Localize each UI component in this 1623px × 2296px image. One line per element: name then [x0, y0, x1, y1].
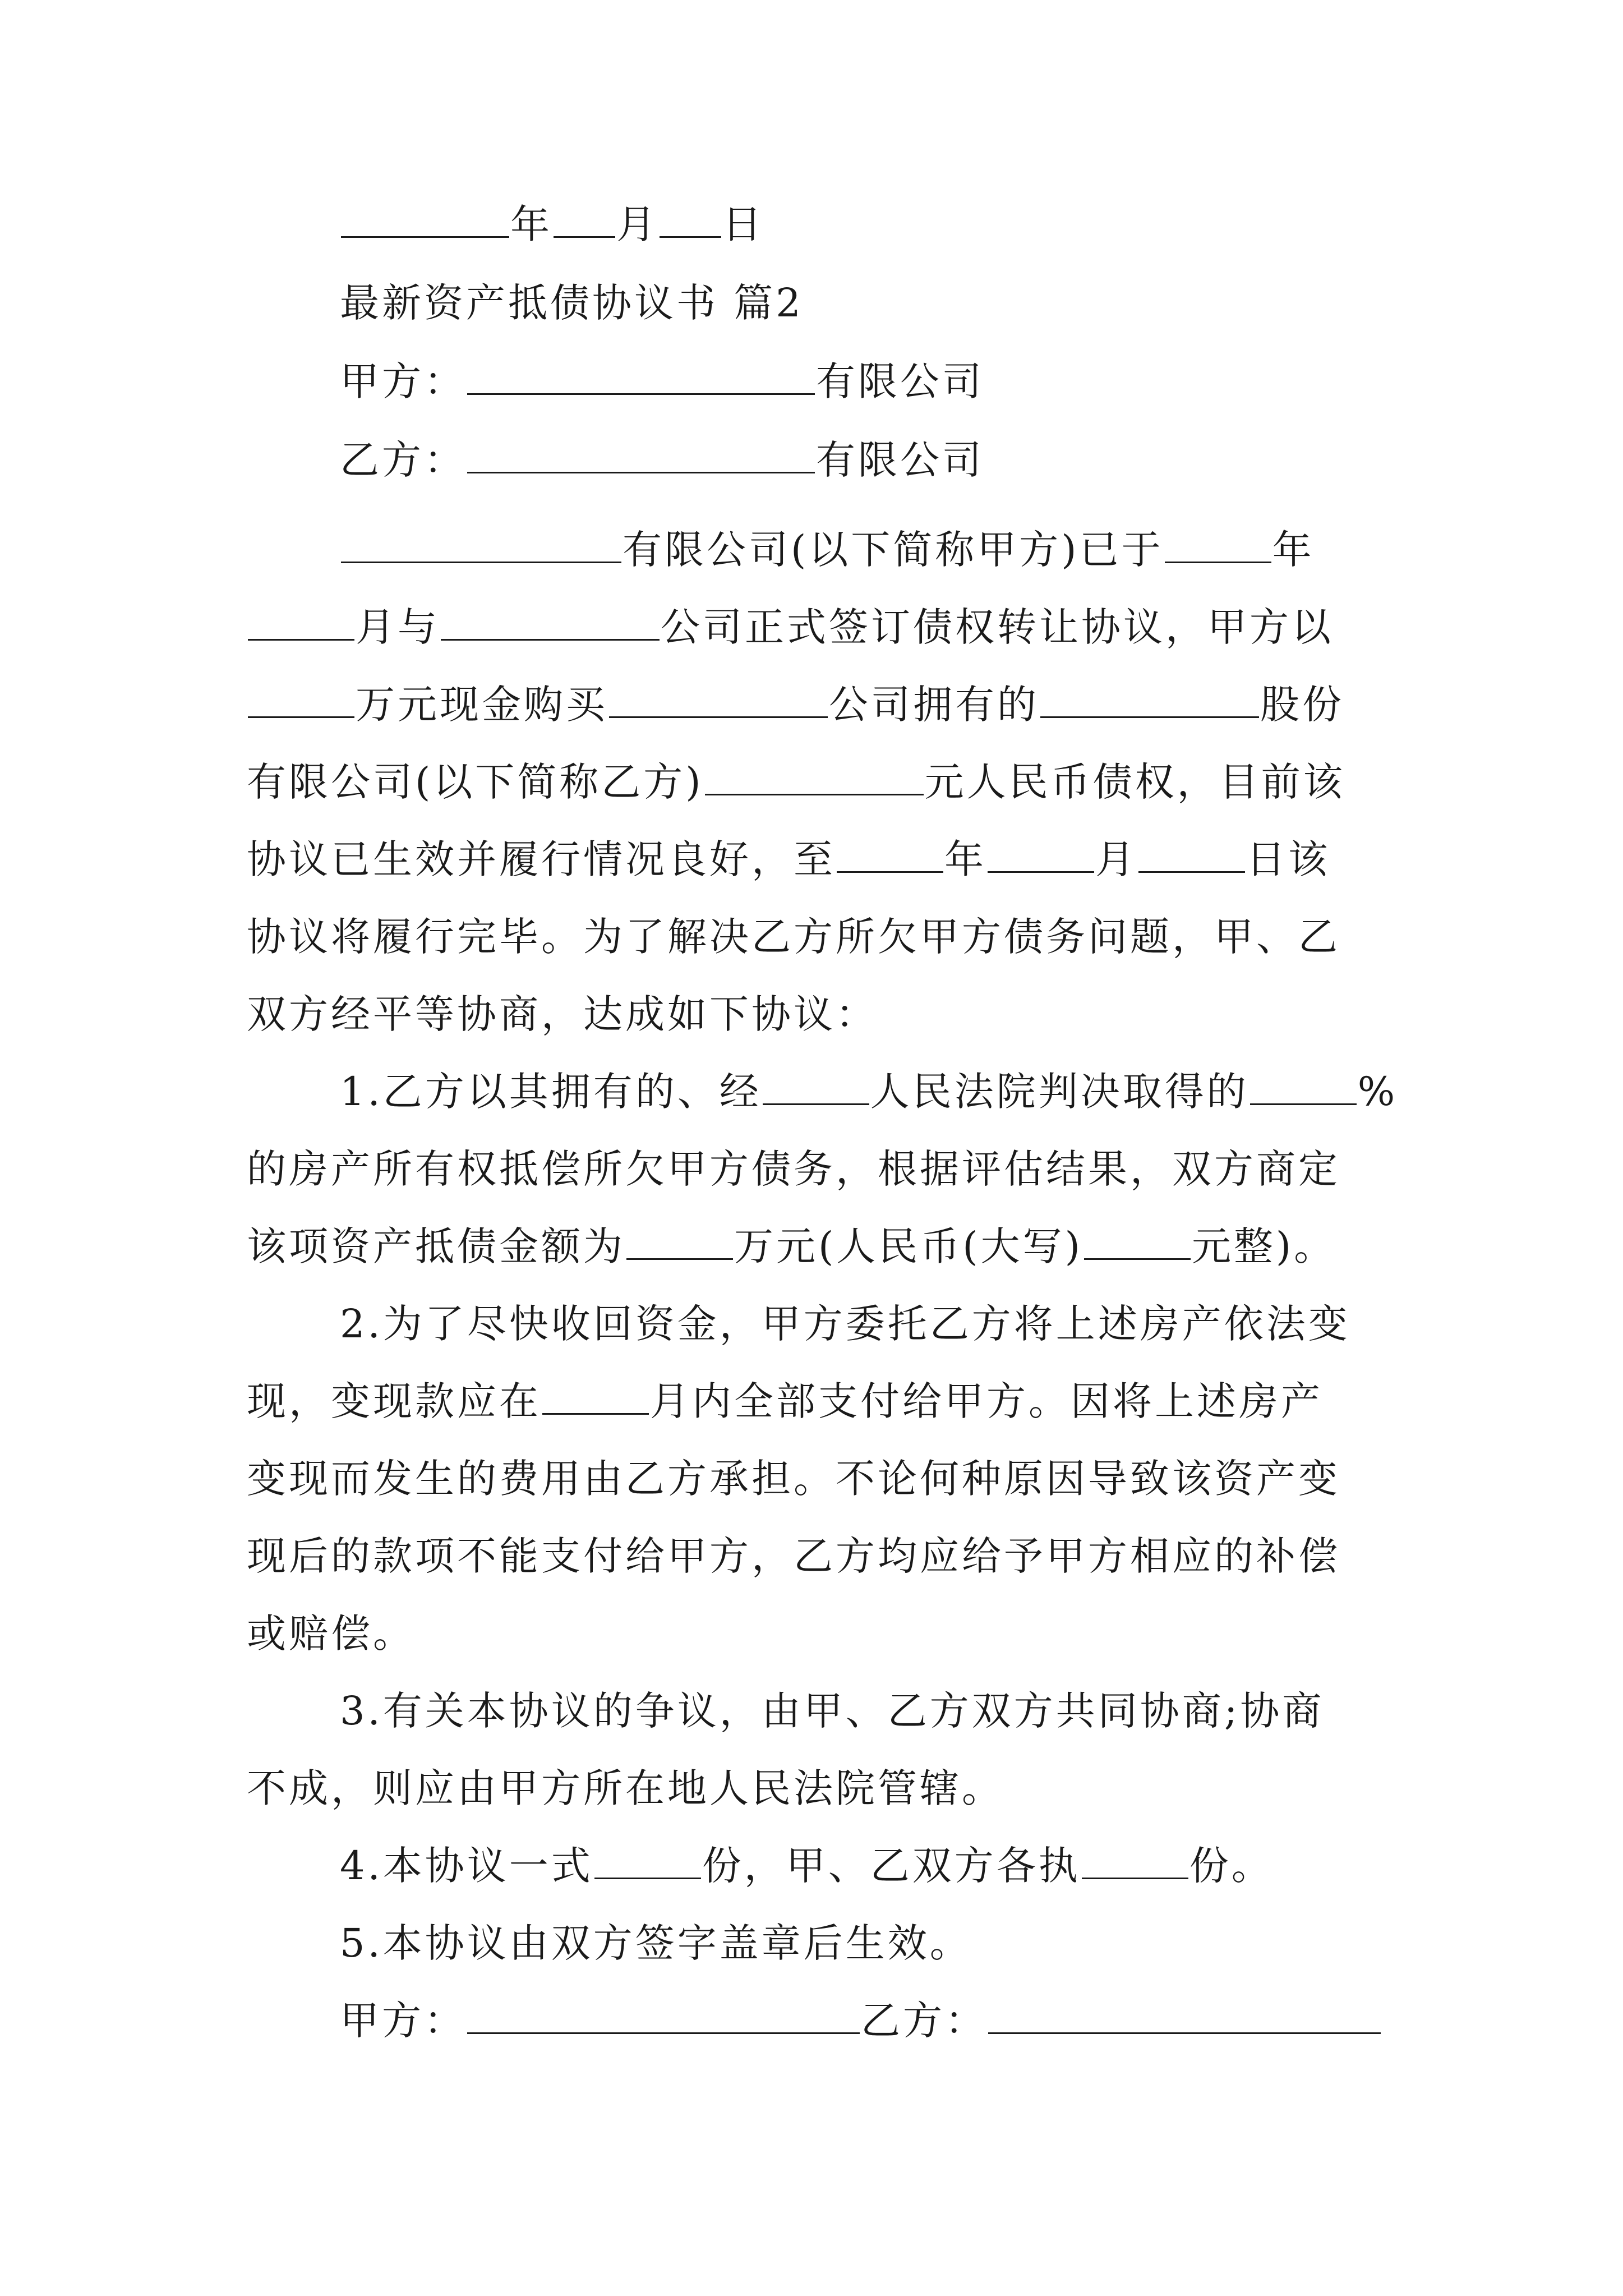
day-label: 日 — [722, 201, 764, 247]
clause-text: 份，甲、乙双方各执 — [702, 1843, 1081, 1889]
party-a-line — [340, 353, 1402, 409]
preamble-line-5 — [247, 831, 1402, 887]
stock-company-blank — [1040, 682, 1259, 718]
amount-uppercase-blank — [1084, 1223, 1191, 1260]
clause-2-line-1: 2.为了尽快收回资金，甲方委托乙方将上述房产依法变 — [340, 1301, 1350, 1347]
clause-text: 元整)。 — [1191, 1223, 1336, 1269]
preamble-text: 月 — [1095, 836, 1137, 882]
preamble-line-1 — [340, 522, 1402, 578]
preamble-line-4 — [247, 754, 1402, 810]
court-blank — [763, 1069, 869, 1105]
preamble-text: 股份 — [1260, 682, 1344, 728]
cash-amount-blank — [248, 682, 354, 718]
preamble-text: 年 — [944, 836, 986, 882]
debt-amount-blank — [705, 759, 924, 795]
preamble-text: 月与 — [356, 604, 440, 650]
preamble-text: 公司正式签订债权转让协议，甲方以 — [661, 604, 1334, 650]
signature-party-b-blank — [988, 1998, 1381, 2034]
offset-amount-blank — [626, 1223, 733, 1260]
end-month-blank — [988, 836, 1094, 873]
party-b-label: 乙方： — [340, 437, 466, 483]
clause-text: % — [1357, 1069, 1398, 1115]
day-blank — [660, 201, 721, 238]
month-label: 月 — [616, 201, 658, 247]
date-line — [340, 196, 1402, 252]
clause-3-line-1: 3.有关本协议的争议，由甲、乙方双方共同协商;协商 — [340, 1688, 1325, 1734]
preamble-text: 年 — [1272, 527, 1315, 573]
party-b-line — [340, 432, 1402, 488]
clause-1-line-2: 的房产所有权抵偿所欠甲方债务，根据评估结果，双方商定 — [247, 1146, 1340, 1192]
clause-2-line-4: 现后的款项不能支付给甲方，乙方均应给予甲方相应的补偿 — [247, 1533, 1340, 1579]
clause-text: 万元(人民币(大写) — [734, 1223, 1083, 1269]
transferor-company-blank — [441, 604, 660, 641]
clause-text: 1.乙方以其拥有的、经 — [340, 1069, 762, 1115]
clause-2-line-2 — [247, 1373, 1402, 1429]
signature-party-a-blank — [467, 1998, 860, 2034]
company-a-blank — [341, 527, 621, 563]
preamble-text: 有限公司(以下简称甲方)已于 — [623, 527, 1164, 573]
copies-blank — [594, 1843, 701, 1879]
preamble-text: 公司拥有的 — [829, 682, 1039, 728]
end-year-blank — [837, 836, 943, 873]
preamble-text: 有限公司(以下简称乙方) — [247, 759, 704, 805]
months-blank — [542, 1378, 649, 1415]
preamble-line-3 — [247, 677, 1402, 733]
party-a-blank — [467, 358, 815, 395]
clause-text: 4.本协议一式 — [340, 1843, 593, 1889]
signature-party-a-label: 甲方： — [340, 1998, 466, 2044]
year-label: 年 — [510, 201, 552, 247]
preamble-text: 日该 — [1246, 836, 1330, 882]
clause-4-line — [340, 1838, 1402, 1894]
clause-text: 月内全部支付给甲方。因将上述房产 — [650, 1378, 1323, 1424]
clause-text: 份。 — [1189, 1843, 1274, 1889]
clause-text: 该项资产抵债金额为 — [247, 1223, 625, 1269]
preamble-text: 协议已生效并履行情况良好，至 — [247, 836, 836, 882]
percent-blank — [1250, 1069, 1357, 1105]
clause-text: 人民法院判决取得的 — [870, 1069, 1249, 1115]
end-day-blank — [1138, 836, 1245, 873]
signature-line — [340, 1993, 1402, 2049]
preamble-text: 万元现金购买 — [356, 682, 608, 728]
preamble-line-2 — [247, 599, 1402, 655]
clause-3-line-2: 不成，则应由甲方所在地人民法院管辖。 — [247, 1765, 1004, 1811]
signature-party-b-label: 乙方： — [861, 1998, 987, 2044]
month-blank — [554, 201, 615, 238]
seller-company-blank — [609, 682, 828, 718]
preamble-line-7: 双方经平等协商，达成如下协议： — [247, 991, 878, 1037]
party-b-suffix: 有限公司 — [816, 437, 984, 483]
party-a-suffix: 有限公司 — [816, 358, 984, 404]
preamble-text: 元人民币债权，目前该 — [924, 759, 1345, 805]
signed-year-blank — [1165, 527, 1271, 563]
clause-2-line-5: 或赔偿。 — [247, 1611, 415, 1657]
copies-each-blank — [1082, 1843, 1188, 1879]
clause-5-line: 5.本协议由双方签字盖章后生效。 — [340, 1920, 972, 1966]
clause-1-line-1 — [340, 1064, 1402, 1120]
preamble-line-6: 协议将履行完毕。为了解决乙方所欠甲方债务问题，甲、乙 — [247, 914, 1340, 960]
year-blank — [341, 201, 509, 238]
clause-2-line-3: 变现而发生的费用由乙方承担。不论何种原因导致该资产变 — [247, 1456, 1340, 1502]
clause-1-line-3 — [247, 1218, 1402, 1274]
signed-month-blank — [248, 604, 354, 641]
clause-text: 现，变现款应在 — [247, 1378, 541, 1424]
party-b-blank — [467, 437, 815, 473]
document-title: 最新资产抵债协议书 篇2 — [340, 280, 804, 326]
party-a-label: 甲方： — [340, 358, 466, 404]
